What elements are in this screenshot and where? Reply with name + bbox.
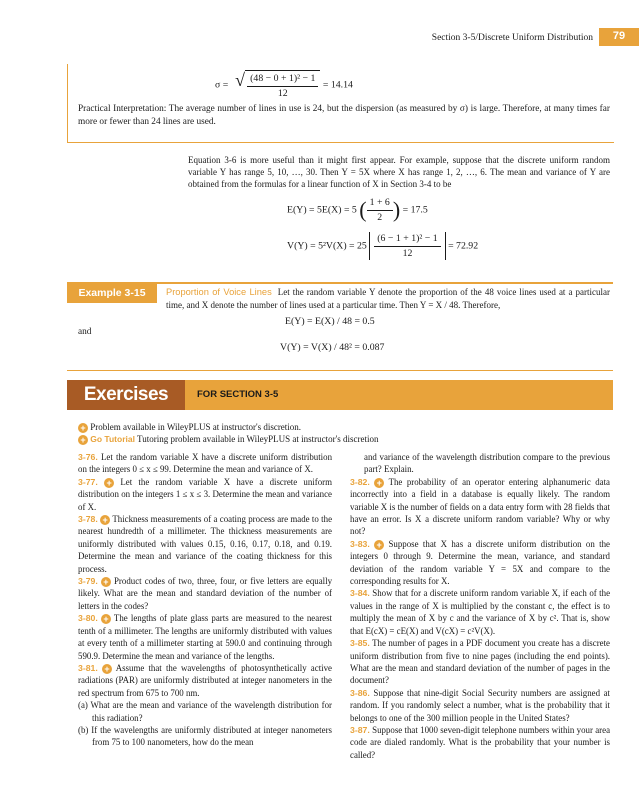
- exercise-item: [350, 476, 610, 538]
- exercise-number: 3-87.: [350, 724, 370, 735]
- go-tutorial-label: Go Tutorial: [90, 434, 135, 444]
- ey-lhs: E(Y) = 5E(X) = 5: [287, 204, 357, 216]
- exercise-text: The lengths of plate glass parts are measured to the nearest tenth of a millimeter. The lengths are uniformly distributed with values at every tenth of a millimeter starting at 590.0 and continuing through 590.9. Determine the mean and variance of the lengths.: [78, 613, 333, 661]
- plus-icon: +: [374, 540, 384, 550]
- exercise-text: Suppose that X has a discrete uniform distribution on the integers 0 through 9. Determine the mean, variance, and standard deviation of the random variable Y = 5X and compare to the corresponding results for X.: [350, 538, 610, 587]
- exercise-number: 3-80.: [78, 613, 98, 624]
- exercise-number: 3-78.: [78, 514, 98, 525]
- ey-formula: E(Y) = 5E(X) = 5 ( $\frac{1 + 6}{2}$ ) = 17.5: [287, 197, 428, 223]
- sigma-lhs: σ =: [215, 79, 229, 91]
- exercise-subpart: (b) If the wavelengths are uniformly distributed at integer nanometers from 75 to 100 nanometers, how do the mean: [78, 724, 332, 748]
- exercises-section: FOR SECTION 3-5: [197, 389, 279, 400]
- page-number: 79: [599, 28, 639, 46]
- plus-icon: +: [101, 614, 111, 624]
- ey-denominator: 2: [377, 211, 383, 223]
- exercise-number: 3-84.: [350, 588, 370, 599]
- sigma-numerator: √ (48 − 0 + 1)² − 1: [247, 72, 318, 87]
- exercise-number: 3-79.: [78, 576, 98, 587]
- exercise-item: [350, 637, 610, 687]
- example-text: Let the random variable Y denote the proportion of the 48 voice lines used at a particular time, and X denote the number of lines used at a particular time. Then Y = X / 48. Therefore,: [166, 287, 610, 310]
- exercise-item: [350, 587, 610, 637]
- exercise-item: [78, 513, 332, 575]
- plus-icon: +: [374, 478, 384, 488]
- and-word: and: [78, 327, 92, 337]
- plus-icon: +: [104, 478, 114, 488]
- exercise-number: 3-85.: [350, 638, 370, 649]
- sigma-denominator: 12: [277, 87, 288, 99]
- example-eq2: V(Y) = V(X) / 48² = 0.087: [280, 342, 385, 353]
- exercise-number: 3-76.: [78, 452, 98, 462]
- vy-formula: [287, 232, 478, 260]
- plus-icon: +: [102, 664, 112, 674]
- exercise-item: [78, 476, 332, 513]
- exercise-item: [78, 575, 332, 612]
- exercise-text: Suppose that 1000 seven-digit telephone numbers within your area code are dialed randomly. What is the probability that your number is called?: [350, 724, 611, 760]
- exercise-text: Thickness measurements of a coating process are made to the nearest hundredth of a millimeter. The thickness measurements are uniformly distributed with values 0.15, 0.16, 0.17, 0.18, and 0.19. Determine the mean and variance of the coating thickness for this process.: [78, 514, 333, 574]
- exercise-number: 3-81.: [78, 662, 98, 673]
- ey-result: = 17.5: [402, 204, 428, 216]
- exercise-number: 3-86.: [350, 687, 370, 698]
- vy-result: = 72.92: [448, 240, 479, 252]
- plus-icon: +: [78, 435, 88, 445]
- exercise-item: [78, 451, 332, 476]
- exercise-item: [78, 612, 332, 662]
- vy-numerator: (6 − 1 + 1)² − 1: [374, 232, 440, 247]
- exercises-heading: Exercises: [67, 380, 185, 410]
- practical-interpretation: Practical Interpretation: The average number of lines in use is 24, but the dispersion (as measured by σ) is large. Therefore, at many times far more or fewer than 24 lines are used.: [78, 104, 610, 127]
- running-header: Section 3-5/Discrete Uniform Distribution: [431, 33, 593, 43]
- legend-problem: + Problem available in WileyPLUS at instructor's discretion.: [78, 421, 301, 433]
- plus-icon: +: [100, 515, 110, 525]
- exercise-text: Assume that the wavelengths of photosynthetically active radiations (PAR) are uniformly distributed at integer nanometers in the red spectrum from 675 to 700 nm.: [78, 662, 332, 698]
- example-eq1: E(Y) = E(X) / 48 = 0.5: [285, 316, 375, 327]
- sigma-formula: [215, 70, 353, 100]
- exercise-text: The number of pages in a PDF document you create has a discrete uniform distribution from five to nine pages (including the end points). What are the mean and standard deviation of the number of pages in the document?: [350, 638, 610, 686]
- right-column: [350, 451, 610, 761]
- vy-denominator: 12: [402, 247, 413, 259]
- exercise-number: 3-82.: [350, 476, 370, 487]
- left-column: [78, 451, 332, 749]
- legend-tutorial: + Go Tutorial Tutoring problem available in WileyPLUS at instructor's discretion: [78, 433, 379, 446]
- exercise-text: The probability of an operator entering alphanumeric data incorrectly into a field in a database is equally likely. The random variable X is the number of fields on a data entry form with 28 fields that have an error. Is X a discrete uniform random variable? Why or why not?: [350, 476, 611, 537]
- exercise-item: [350, 687, 610, 724]
- intro-paragraph: Equation 3-6 is more useful than it might first appear. For example, suppose that the discrete uniform random variable Y has range 5, 10, …, 30. Then Y = 5X where X has range 1, 2, …, 6. The mean and variance of Y are obtained from the formulas for a linear function of X in Section 3-4 to be: [188, 155, 610, 190]
- exercise-text: Let the random variable X have a discrete uniform distribution on the integers 1 ≤ x ≤ 3. Determine the mean and variance of X.: [78, 476, 333, 512]
- sqrt-sign: [245, 70, 320, 100]
- exercise-subpart: (a) What are the mean and variance of the wavelength distribution for this radiation?: [78, 700, 332, 723]
- example-label: Example 3-15: [67, 283, 157, 303]
- exercise-text: Product codes of two, three, four, or five letters are equally likely. What are the mean and standard deviation of the number of letters in the codes?: [78, 576, 333, 611]
- example-paragraph: [166, 286, 610, 311]
- exercise-text: Show that for a discrete uniform random variable X, if each of the values in the range of X is multiplied by the constant c, the effect is to multiply the mean of X by c and the variance of X by c². That is, show that E(cX) = cE(X) and V(cX) = c²V(X).: [350, 588, 611, 636]
- ey-numerator: 1 + 6: [367, 196, 393, 211]
- example-title: Proportion of Voice Lines: [166, 287, 272, 297]
- exercise-number: 3-83.: [350, 538, 370, 549]
- exercise-text: Let the random variable X have a discrete uniform distribution on the integers 0 ≤ x ≤ 99. Determine the mean and variance of X.: [78, 452, 333, 475]
- plus-icon: +: [78, 423, 88, 433]
- exercise-item: [78, 662, 332, 699]
- exercise-item: [350, 538, 610, 588]
- exercise-item: [350, 724, 610, 761]
- exercise-continuation: and variance of the wavelength distribution compare to the previous part? Explain.: [364, 452, 610, 475]
- plus-icon: +: [101, 577, 111, 587]
- exercise-number: 3-77.: [78, 476, 98, 487]
- exercise-text: Suppose that nine-digit Social Security numbers are assigned at random. If you randomly select a number, what is the probability that it belongs to one of the 300 million people in the United States?: [350, 687, 610, 723]
- vy-lhs: V(Y) = 5²V(X) = 25: [287, 240, 367, 252]
- sigma-result: = 14.14: [322, 79, 353, 91]
